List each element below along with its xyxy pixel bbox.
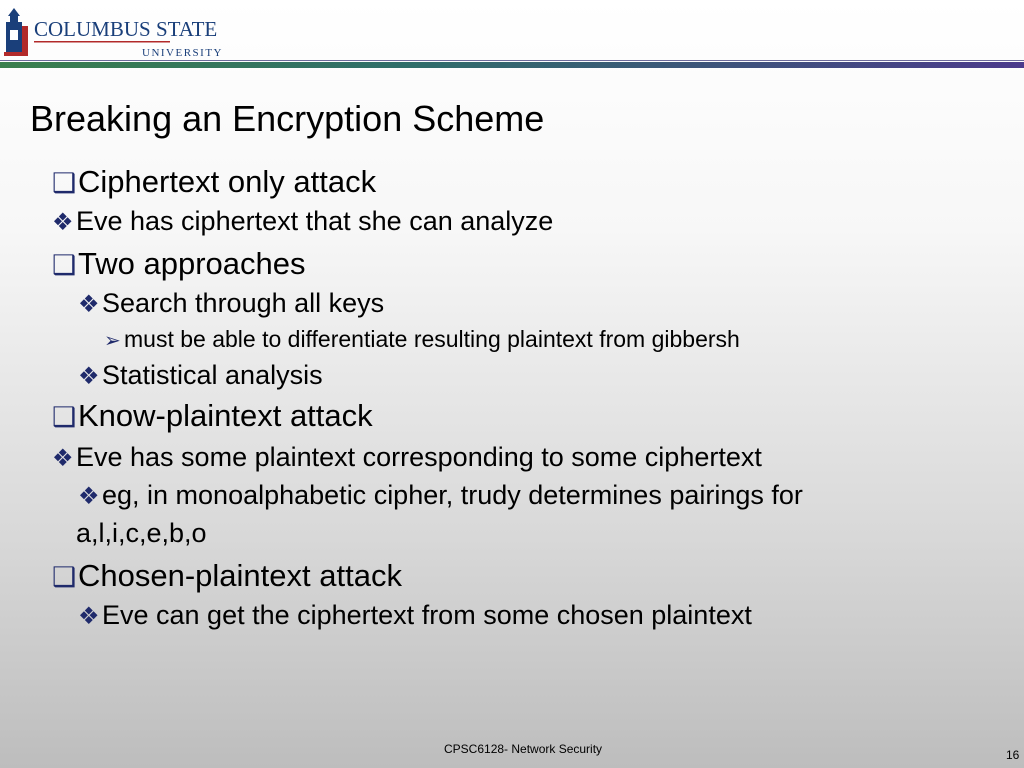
square-bullet-icon: ❑ (52, 402, 77, 432)
diamond-bullet-icon: ❖ (78, 483, 100, 510)
diamond-bullet-icon: ❖ (52, 209, 74, 236)
bullet-known-plaintext: ❑Know-plaintext attack (52, 398, 373, 433)
bullet-ciphertext-only: ❑Ciphertext only attack (52, 164, 377, 199)
logo-name: COLUMBUS STATE (34, 17, 218, 41)
diamond-bullet-icon: ❖ (78, 363, 100, 390)
sub-bullet-eve-chosen: ❖Eve can get the ciphertext from some chosen plaintext (78, 600, 752, 630)
sub-bullet-search-keys: ❖Search through all keys (78, 288, 385, 318)
bullet-chosen-plaintext: ❑Chosen-plaintext attack (52, 558, 402, 593)
square-bullet-icon: ❑ (52, 250, 77, 280)
sub-bullet-eve-plaintext: ❖Eve has some plaintext corresponding to some ciphertext (52, 442, 762, 472)
sub-bullet-monoalphabetic-cont: a,l,i,c,e,b,o (76, 518, 207, 548)
sub-bullet-eve-analyze: ❖Eve has ciphertext that she can analyze (52, 206, 554, 236)
sub-bullet-monoalphabetic: ❖eg, in monoalphabetic cipher, trudy determines pairings for (78, 480, 803, 510)
diamond-bullet-icon: ❖ (52, 445, 74, 472)
header-rule (0, 62, 1024, 68)
sub-sub-bullet-differentiate: ➢ must be able to differentiate resulting plaintext from gibbersh (104, 326, 740, 352)
slide-title: Breaking an Encryption Scheme (30, 98, 545, 139)
page-number: 16 (1006, 748, 1020, 762)
diamond-bullet-icon: ❖ (78, 291, 100, 318)
slide-header (0, 0, 1024, 68)
footer-course: CPSC6128- Network Security (444, 742, 603, 756)
university-logo (4, 8, 240, 60)
arrow-bullet-icon: ➢ (104, 330, 121, 352)
header-rule-top (0, 60, 1024, 61)
square-bullet-icon: ❑ (52, 168, 77, 198)
bullet-two-approaches: ❑Two approaches (52, 246, 306, 281)
logo-sub: UNIVERSITY (142, 47, 223, 59)
square-bullet-icon: ❑ (52, 562, 77, 592)
diamond-bullet-icon: ❖ (78, 603, 100, 630)
sub-bullet-statistical: ❖Statistical analysis (78, 360, 323, 390)
